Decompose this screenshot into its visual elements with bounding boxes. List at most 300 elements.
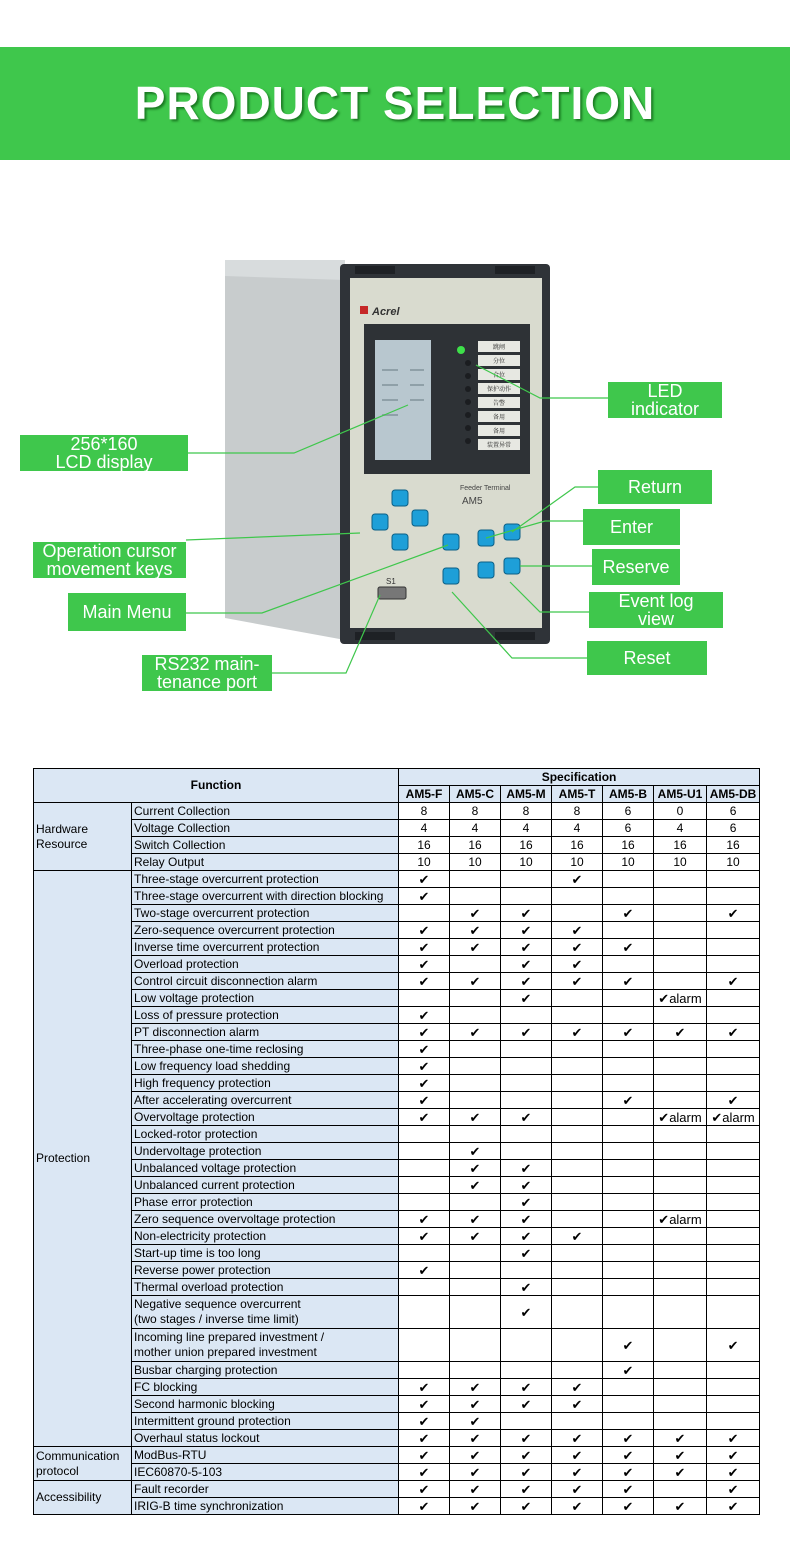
spec-cell: ✔: [450, 1228, 501, 1245]
spec-cell: 8: [399, 803, 450, 820]
spec-cell: [501, 1126, 552, 1143]
spec-cell: ✔: [450, 1396, 501, 1413]
spec-cell: ✔: [501, 1160, 552, 1177]
spec-cell: [552, 1007, 603, 1024]
spec-cell: [603, 1143, 654, 1160]
spec-cell: [501, 1075, 552, 1092]
spec-cell: [707, 956, 760, 973]
spec-cell: [552, 1279, 603, 1296]
table-row: [34, 1396, 760, 1413]
spec-cell: ✔: [399, 888, 450, 905]
callout-led-indicator: LED indicator: [608, 382, 722, 418]
spec-cell: ✔: [501, 1430, 552, 1447]
spec-cell: ✔: [450, 973, 501, 990]
spec-cell: ✔: [501, 922, 552, 939]
spec-cell: ✔: [501, 1464, 552, 1481]
spec-cell: [654, 1296, 707, 1329]
model-header: AM5-M: [501, 786, 552, 803]
spec-cell: ✔: [501, 1211, 552, 1228]
spec-cell: ✔: [603, 1464, 654, 1481]
spec-cell: ✔: [399, 1447, 450, 1464]
spec-cell: ✔alarm: [707, 1109, 760, 1126]
spec-cell: [707, 922, 760, 939]
spec-cell: ✔: [501, 1109, 552, 1126]
spec-cell: 16: [552, 837, 603, 854]
callout-lcd-display: 256*160 LCD display: [20, 435, 188, 471]
spec-cell: ✔: [450, 905, 501, 922]
spec-cell: [603, 1296, 654, 1329]
spec-cell: [501, 1041, 552, 1058]
spec-cell: ✔: [399, 1007, 450, 1024]
spec-cell: [707, 1245, 760, 1262]
table-row: [34, 888, 760, 905]
spec-cell: ✔: [501, 1279, 552, 1296]
table-row: [34, 922, 760, 939]
table-row: [34, 1041, 760, 1058]
device-model: AM5: [462, 496, 483, 507]
callout-reserve: Reserve: [592, 549, 680, 585]
spec-cell: 8: [450, 803, 501, 820]
spec-cell: [552, 1092, 603, 1109]
device-brand: Acrel: [372, 306, 400, 318]
spec-cell: ✔: [552, 922, 603, 939]
spec-cell: [707, 1075, 760, 1092]
spec-cell: [654, 1160, 707, 1177]
spec-cell: ✔: [501, 1194, 552, 1211]
model-header: AM5-U1: [654, 786, 707, 803]
led-label: 跳闸: [492, 345, 506, 351]
spec-cell: ✔: [603, 1024, 654, 1041]
model-header: AM5-F: [399, 786, 450, 803]
spec-cell: 10: [603, 854, 654, 871]
spec-cell: [450, 871, 501, 888]
spec-cell: [707, 1296, 760, 1329]
spec-cell: ✔: [399, 1041, 450, 1058]
spec-cell: [707, 1211, 760, 1228]
spec-cell: [707, 871, 760, 888]
table-row: [34, 1498, 760, 1515]
spec-cell: ✔: [399, 1379, 450, 1396]
spec-cell: [552, 1413, 603, 1430]
spec-cell: [603, 1041, 654, 1058]
spec-cell: ✔: [450, 1464, 501, 1481]
spec-cell: 10: [450, 854, 501, 871]
spec-cell: [603, 1058, 654, 1075]
spec-cell: [707, 1228, 760, 1245]
function-label: Low frequency load shedding: [132, 1058, 399, 1075]
spec-cell: [654, 1041, 707, 1058]
table-row: [34, 1109, 760, 1126]
led-label: 装置异常: [486, 443, 512, 449]
led-label: 备用: [492, 415, 506, 421]
spec-cell: [552, 1296, 603, 1329]
spec-cell: ✔: [552, 1447, 603, 1464]
spec-cell: [450, 1058, 501, 1075]
model-header: AM5-T: [552, 786, 603, 803]
function-label: Start-up time is too long: [132, 1245, 399, 1262]
spec-cell: [552, 1245, 603, 1262]
spec-cell: [450, 1041, 501, 1058]
spec-cell: ✔: [552, 939, 603, 956]
spec-cell: ✔: [399, 1262, 450, 1279]
spec-cell: [707, 1143, 760, 1160]
spec-cell: ✔: [450, 1211, 501, 1228]
spec-cell: [501, 1007, 552, 1024]
spec-cell: 0: [654, 803, 707, 820]
function-label: Relay Output: [132, 854, 399, 871]
spec-cell: [603, 1379, 654, 1396]
table-row: [34, 939, 760, 956]
group-label: Hardware Resource: [34, 803, 132, 871]
spec-cell: [654, 1177, 707, 1194]
spec-cell: ✔: [450, 1160, 501, 1177]
spec-cell: ✔: [654, 1024, 707, 1041]
spec-cell: ✔alarm: [654, 1211, 707, 1228]
spec-cell: [654, 1481, 707, 1498]
spec-cell: [654, 905, 707, 922]
spec-cell: 10: [399, 854, 450, 871]
function-label: Loss of pressure protection: [132, 1007, 399, 1024]
table-row: [34, 1296, 760, 1329]
spec-cell: [603, 1160, 654, 1177]
spec-cell: ✔: [399, 939, 450, 956]
spec-cell: [654, 1194, 707, 1211]
spec-cell: [552, 1160, 603, 1177]
spec-cell: [654, 1092, 707, 1109]
device-housing: [225, 260, 345, 640]
model-header: AM5-B: [603, 786, 654, 803]
spec-cell: 10: [707, 854, 760, 871]
spec-cell: ✔: [603, 939, 654, 956]
function-label: Three-stage overcurrent protection: [132, 871, 399, 888]
spec-cell: ✔: [501, 1024, 552, 1041]
spec-cell: ✔: [501, 1498, 552, 1515]
spec-cell: [450, 1329, 501, 1362]
function-label: Zero sequence overvoltage protection: [132, 1211, 399, 1228]
spec-cell: [654, 1228, 707, 1245]
spec-cell: [399, 1160, 450, 1177]
spec-cell: [707, 1194, 760, 1211]
spec-cell: [654, 973, 707, 990]
spec-cell: ✔: [399, 1092, 450, 1109]
spec-cell: 4: [654, 820, 707, 837]
spec-cell: [654, 1262, 707, 1279]
spec-cell: 10: [501, 854, 552, 871]
spec-cell: ✔: [501, 1228, 552, 1245]
spec-cell: ✔: [603, 1447, 654, 1464]
spec-cell: [603, 1279, 654, 1296]
callout-return: Return: [598, 470, 712, 504]
spec-cell: [450, 1362, 501, 1379]
spec-cell: ✔: [450, 922, 501, 939]
spec-cell: [450, 956, 501, 973]
device-illustration: [0, 240, 790, 710]
spec-cell: [603, 1396, 654, 1413]
spec-cell: [399, 990, 450, 1007]
spec-cell: [654, 1279, 707, 1296]
spec-cell: 6: [707, 803, 760, 820]
spec-cell: ✔: [603, 1362, 654, 1379]
function-label: Second harmonic blocking: [132, 1396, 399, 1413]
spec-cell: [450, 888, 501, 905]
spec-cell: ✔: [707, 1024, 760, 1041]
led-label: 保护动作: [486, 387, 512, 393]
spec-cell: ✔: [399, 1396, 450, 1413]
spec-cell: [654, 956, 707, 973]
table-row: [34, 1211, 760, 1228]
spec-cell: [450, 1092, 501, 1109]
function-label: Intermittent ground protection: [132, 1413, 399, 1430]
table-row: [34, 837, 760, 854]
spec-cell: [399, 905, 450, 922]
led-run-icon: [457, 346, 465, 354]
spec-cell: [501, 1262, 552, 1279]
spec-cell: ✔: [399, 1228, 450, 1245]
table-row: [34, 956, 760, 973]
model-header: AM5-C: [450, 786, 501, 803]
spec-cell: ✔: [399, 1413, 450, 1430]
spec-cell: [603, 1075, 654, 1092]
spec-cell: [707, 939, 760, 956]
spec-cell: [552, 1058, 603, 1075]
function-label: ModBus-RTU: [132, 1447, 399, 1464]
table-row: [34, 1464, 760, 1481]
spec-cell: ✔: [654, 1498, 707, 1515]
callout-event-log: Event log view: [589, 592, 723, 628]
table-row: [34, 1362, 760, 1379]
table-row: [34, 820, 760, 837]
spec-cell: [450, 1126, 501, 1143]
spec-cell: [654, 1143, 707, 1160]
spec-cell: ✔: [501, 1245, 552, 1262]
spec-cell: [501, 1329, 552, 1362]
spec-cell: [501, 1413, 552, 1430]
table-row: [34, 1262, 760, 1279]
spec-cell: ✔: [603, 973, 654, 990]
spec-cell: [450, 1007, 501, 1024]
spec-cell: [603, 1211, 654, 1228]
led-label: 备用: [492, 429, 506, 435]
table-row: [34, 1177, 760, 1194]
spec-cell: [654, 922, 707, 939]
spec-cell: ✔: [501, 1296, 552, 1329]
spec-cell: ✔: [552, 1481, 603, 1498]
group-label: Protection: [34, 871, 132, 1447]
spec-cell: [399, 1177, 450, 1194]
spec-cell: [399, 1296, 450, 1329]
function-label: FC blocking: [132, 1379, 399, 1396]
function-label: Incoming line prepared investment / mother union prepared investment: [132, 1329, 399, 1362]
spec-cell: ✔: [450, 1413, 501, 1430]
spec-cell: [707, 1007, 760, 1024]
spec-cell: ✔: [501, 956, 552, 973]
spec-cell: ✔: [501, 905, 552, 922]
spec-cell: ✔: [603, 1481, 654, 1498]
callout-cursor-keys: Operation cursor movement keys: [33, 542, 186, 578]
function-label: Unbalanced voltage protection: [132, 1160, 399, 1177]
spec-cell: [501, 1143, 552, 1160]
spec-cell: 16: [501, 837, 552, 854]
function-label: Non-electricity protection: [132, 1228, 399, 1245]
callout-main-menu: Main Menu: [68, 593, 186, 631]
spec-cell: [450, 1245, 501, 1262]
spec-cell: ✔: [399, 1211, 450, 1228]
spec-cell: ✔: [707, 905, 760, 922]
spec-cell: [552, 1177, 603, 1194]
table-row: [34, 1329, 760, 1362]
function-label: High frequency protection: [132, 1075, 399, 1092]
group-label: Accessibility: [34, 1481, 132, 1515]
spec-cell: [399, 1362, 450, 1379]
spec-cell: ✔: [552, 1464, 603, 1481]
spec-cell: [603, 922, 654, 939]
spec-cell: [552, 990, 603, 1007]
spec-cell: 16: [399, 837, 450, 854]
spec-cell: ✔: [552, 871, 603, 888]
table-row: [34, 905, 760, 922]
spec-cell: ✔: [654, 1464, 707, 1481]
spec-cell: ✔: [399, 922, 450, 939]
spec-cell: ✔: [552, 1396, 603, 1413]
spec-cell: [501, 1092, 552, 1109]
spec-cell: [603, 956, 654, 973]
spec-cell: ✔: [707, 1447, 760, 1464]
function-label: Busbar charging protection: [132, 1362, 399, 1379]
spec-cell: [654, 888, 707, 905]
spec-cell: ✔: [707, 973, 760, 990]
table-row: [34, 803, 760, 820]
function-label: Zero-sequence overcurrent protection: [132, 922, 399, 939]
spec-cell: [450, 1075, 501, 1092]
function-label: Overhaul status lockout: [132, 1430, 399, 1447]
spec-cell: 10: [654, 854, 707, 871]
function-label: Current Collection: [132, 803, 399, 820]
spec-cell: [707, 1177, 760, 1194]
table-row: [34, 1194, 760, 1211]
table-row: [34, 1024, 760, 1041]
spec-cell: ✔: [552, 1498, 603, 1515]
table-row: [34, 871, 760, 888]
spec-cell: ✔: [501, 939, 552, 956]
spec-cell: [552, 1143, 603, 1160]
spec-cell: ✔: [399, 1058, 450, 1075]
spec-cell: [450, 1296, 501, 1329]
spec-cell: [707, 1396, 760, 1413]
table-row: [34, 973, 760, 990]
spec-cell: [603, 1194, 654, 1211]
spec-cell: [654, 939, 707, 956]
function-label: Phase error protection: [132, 1194, 399, 1211]
group-label: Communication protocol: [34, 1447, 132, 1481]
spec-cell: ✔: [707, 1481, 760, 1498]
spec-cell: ✔: [707, 1430, 760, 1447]
rs232-port: [378, 587, 406, 599]
spec-cell: [450, 1262, 501, 1279]
table-row: [34, 1481, 760, 1498]
spec-cell: [654, 1126, 707, 1143]
function-label: PT disconnection alarm: [132, 1024, 399, 1041]
spec-cell: ✔: [603, 905, 654, 922]
spec-cell: 16: [450, 837, 501, 854]
spec-cell: ✔: [552, 1430, 603, 1447]
function-label: IRIG-B time synchronization: [132, 1498, 399, 1515]
table-row: [34, 1447, 760, 1464]
table-row: [34, 990, 760, 1007]
spec-cell: ✔: [707, 1498, 760, 1515]
function-label: Voltage Collection: [132, 820, 399, 837]
spec-cell: [707, 1126, 760, 1143]
spec-cell: [552, 1126, 603, 1143]
spec-cell: [552, 1262, 603, 1279]
spec-cell: ✔: [707, 1092, 760, 1109]
table-row: [34, 1279, 760, 1296]
spec-cell: ✔: [501, 1379, 552, 1396]
function-label: Locked-rotor protection: [132, 1126, 399, 1143]
spec-cell: [501, 871, 552, 888]
function-label: Control circuit disconnection alarm: [132, 973, 399, 990]
spec-cell: ✔: [552, 1024, 603, 1041]
spec-cell: [654, 1396, 707, 1413]
spec-table: [33, 768, 760, 1515]
device-name: Feeder Terminal: [460, 485, 511, 492]
spec-cell: ✔: [399, 1075, 450, 1092]
spec-cell: [603, 1245, 654, 1262]
spec-cell: [707, 1413, 760, 1430]
spec-cell: ✔alarm: [654, 990, 707, 1007]
function-label: Inverse time overcurrent protection: [132, 939, 399, 956]
spec-cell: 8: [552, 803, 603, 820]
spec-cell: ✔: [450, 1481, 501, 1498]
spec-cell: ✔: [399, 973, 450, 990]
spec-cell: ✔: [552, 956, 603, 973]
spec-cell: 10: [552, 854, 603, 871]
spec-cell: ✔: [501, 1447, 552, 1464]
spec-cell: [552, 1109, 603, 1126]
led-label: 合位: [492, 373, 506, 379]
spec-cell: ✔: [399, 1109, 450, 1126]
spec-cell: ✔: [654, 1447, 707, 1464]
spec-cell: 16: [707, 837, 760, 854]
port-label: S1: [386, 577, 396, 586]
spec-cell: ✔: [552, 1228, 603, 1245]
table-row: [34, 1228, 760, 1245]
banner-title: PRODUCT SELECTION: [134, 77, 656, 129]
spec-cell: [707, 1160, 760, 1177]
model-header: AM5-DB: [707, 786, 760, 803]
spec-cell: [399, 1329, 450, 1362]
spec-cell: ✔: [450, 1024, 501, 1041]
spec-cell: [552, 1362, 603, 1379]
spec-cell: ✔: [501, 990, 552, 1007]
spec-cell: [399, 1143, 450, 1160]
spec-cell: 6: [707, 820, 760, 837]
table-row: [34, 1379, 760, 1396]
function-label: Thermal overload protection: [132, 1279, 399, 1296]
table-row: [34, 854, 760, 871]
spec-cell: [501, 1058, 552, 1075]
spec-cell: [707, 888, 760, 905]
spec-cell: 4: [552, 820, 603, 837]
spec-cell: 4: [450, 820, 501, 837]
function-label: After accelerating overcurrent: [132, 1092, 399, 1109]
spec-cell: [654, 1379, 707, 1396]
spec-cell: ✔: [603, 1329, 654, 1362]
spec-cell: [654, 871, 707, 888]
function-label: Undervoltage protection: [132, 1143, 399, 1160]
spec-cell: 8: [501, 803, 552, 820]
function-label: Two-stage overcurrent protection: [132, 905, 399, 922]
spec-cell: [603, 888, 654, 905]
